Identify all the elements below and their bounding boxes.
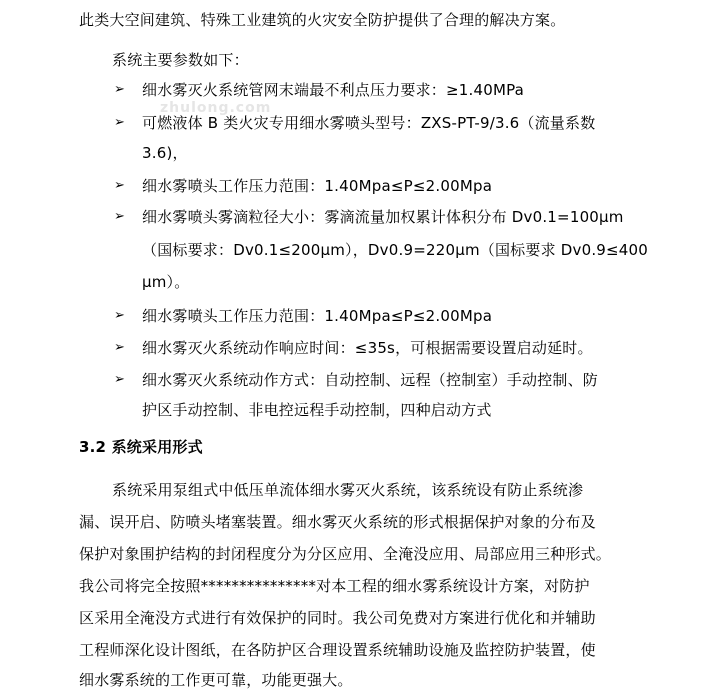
params-intro: 系统主要参数如下： [112, 51, 249, 69]
bullet-arrow-icon: ➢ [114, 308, 125, 323]
param-line-continued: μm）。 [142, 273, 190, 291]
paragraph-line: 系统采用泵组式中低压单流体细水雾灭火系统，该系统设有防止系统渗 [112, 481, 584, 499]
watermark-text: zhulong.com [160, 100, 272, 116]
paragraph-line: 保护对象围护结构的封闭程度分为分区应用、全淹没应用、局部应用三种形式。 [79, 545, 612, 563]
param-line: 细水雾喷头工作压力范围：1.40Mpa≤P≤2.00Mpa [142, 177, 493, 195]
bullet-arrow-icon: ➢ [114, 209, 125, 224]
bullet-arrow-icon: ➢ [114, 82, 125, 97]
bullet-arrow-icon: ➢ [114, 178, 125, 193]
paragraph-line: 区采用全淹没方式进行有效保护的同时。我公司免费对方案进行优化和并辅助 [79, 609, 596, 627]
param-line: 细水雾灭火系统管网末端最不利点压力要求：≥1.40MPa [142, 81, 525, 99]
section-heading: 3.2 系统采用形式 [79, 438, 203, 456]
param-line: 可燃液体 B 类火灾专用细水雾喷头型号：ZXS-PT-9/3.6（流量系数 [142, 114, 596, 132]
param-line: 细水雾灭火系统动作方式：自动控制、远程（控制室）手动控制、防 [142, 371, 599, 389]
bullet-arrow-icon: ➢ [114, 340, 125, 355]
paragraph-line: 我公司将完全按照***************对本工程的细水雾系统设计方案，对防护 [79, 577, 590, 595]
param-line: 细水雾喷头工作压力范围：1.40Mpa≤P≤2.00Mpa [142, 307, 493, 325]
bullet-arrow-icon: ➢ [114, 372, 125, 387]
param-line-continued: 护区手动控制、非电控远程手动控制，四种启动方式 [142, 401, 492, 419]
param-line: 细水雾灭火系统动作响应时间：≤35s，可根据需要设置启动延时。 [142, 339, 593, 357]
param-line-continued: 3.6)， [142, 144, 188, 162]
param-line-continued: （国标要求：Dv0.1≤200μm），Dv0.9=220μm（国标要求 Dv0.9≤400 [142, 241, 649, 259]
intro-tail-line: 此类大空间建筑、特殊工业建筑的火灾安全防护提供了合理的解决方案。 [79, 11, 566, 29]
paragraph-line: 工程师深化设计图纸，在各防护区合理设置系统辅助设施及监控防护装置，使 [79, 641, 596, 659]
bullet-arrow-icon: ➢ [114, 115, 125, 130]
param-line: 细水雾喷头雾滴粒径大小：雾滴流量加权累计体积分布 Dv0.1=100μm [142, 208, 624, 226]
paragraph-line: 细水雾系统的工作更可靠，功能更强大。 [79, 671, 353, 689]
paragraph-line: 漏、误开启、防喷头堵塞装置。细水雾灭火系统的形式根据保护对象的分布及 [79, 513, 596, 531]
